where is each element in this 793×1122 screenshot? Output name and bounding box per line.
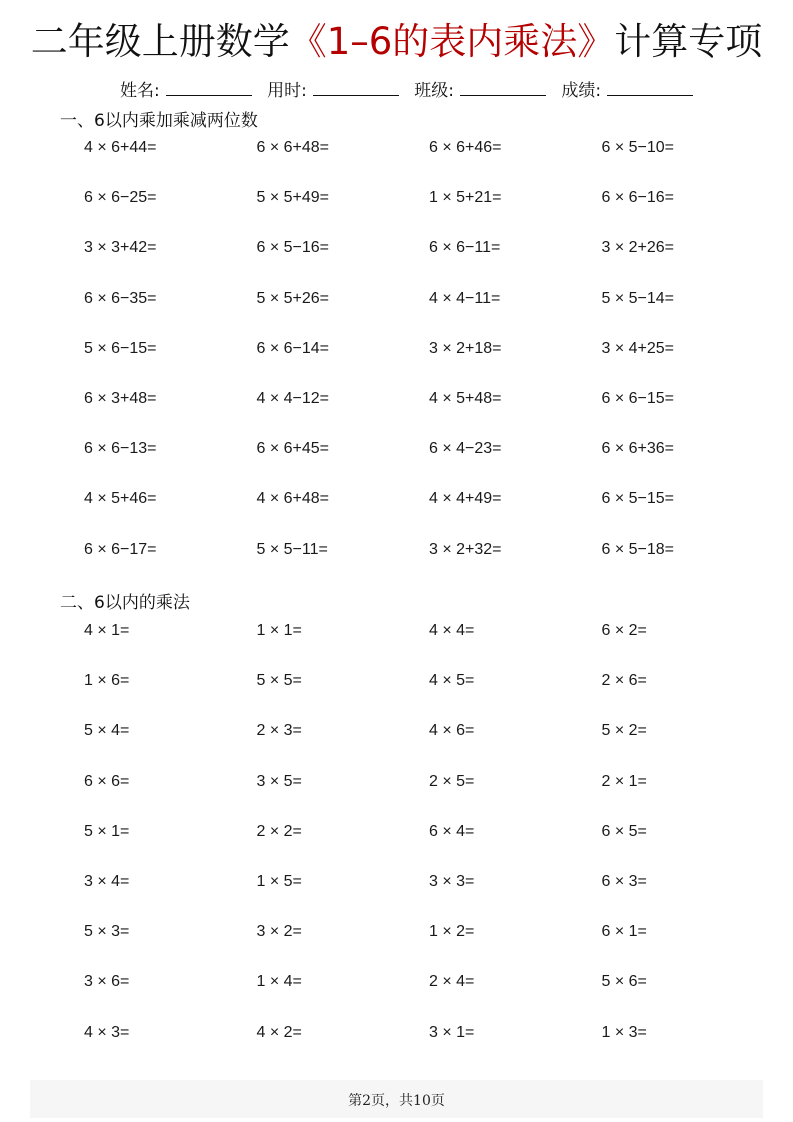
problem-item: 6 × 6−13= [84,440,157,458]
problem-item: 2 × 4= [429,973,475,991]
section-1-problems [84,137,724,589]
title-highlight: 《1–6的表内乘法》 [289,20,615,63]
score-blank[interactable] [607,80,693,96]
problem-item: 6 × 1= [601,923,647,941]
problem-item: 6 × 6−35= [84,289,157,307]
problem-item: 4 × 4+49= [429,490,502,508]
problem-item: 6 × 5−18= [601,540,675,558]
problem-item: 6 × 5−10= [601,139,675,156]
problem-item: 6 × 6+45= [256,440,330,458]
problem-item: 6 × 5= [601,822,647,840]
problem-item: 3 × 2+32= [429,540,502,558]
problem-item: 1 × 2= [429,923,475,941]
problem-item: 6 × 2= [601,622,647,639]
page-number: 第2页，共10页 [348,1093,445,1109]
problem-item: 6 × 6+48= [256,139,330,156]
problem-item: 5 × 5+49= [256,189,330,207]
problem-item: 6 × 6−16= [601,189,675,207]
score-label: 成绩: [561,81,602,101]
problem-item: 3 × 1= [429,1023,475,1041]
problem-item: 4 × 6+48= [256,490,330,508]
time-blank[interactable] [313,80,399,96]
problem-item: 4 × 5= [429,672,475,690]
section-2-problems [84,620,724,1072]
problem-item: 2 × 2= [256,822,302,840]
section-2-heading: 二、6以内的乘法 [60,593,190,613]
problem-item: 4 × 5+48= [429,389,502,407]
problem-item: 4 × 1= [84,622,130,639]
problem-item: 1 × 5= [256,872,302,890]
problem-item: 6 × 5−15= [601,490,675,508]
problem-item: 4 × 2= [256,1023,302,1041]
problem-item: 5 × 5−14= [601,289,675,307]
class-label: 班级: [414,81,455,101]
problem-item: 5 × 5−11= [256,540,328,558]
problem-item: 1 × 6= [84,672,130,690]
problem-item: 6 × 6+46= [429,139,502,156]
problem-item: 6 × 6= [84,772,130,790]
problem-item: 6 × 6−17= [84,540,157,558]
problem-item: 6 × 3+48= [84,389,157,407]
problem-item: 5 × 5= [256,672,302,690]
problem-item: 4 × 6= [429,722,475,740]
name-blank[interactable] [166,80,252,96]
problem-item: 5 × 6−15= [84,339,157,357]
problem-item: 5 × 1= [84,822,130,840]
class-blank[interactable] [460,80,546,96]
problem-item: 3 × 2+26= [601,239,675,257]
title-prefix: 二年级上册数学 [30,20,290,63]
problem-item: 1 × 4= [256,973,302,991]
problem-item: 3 × 3= [429,872,475,890]
problem-item: 6 × 6−14= [256,339,330,357]
problem-item: 6 × 4= [429,822,475,840]
problem-item: 6 × 6−25= [84,189,157,207]
problem-item: 6 × 6+36= [601,440,675,458]
problem-item: 4 × 4−12= [256,389,330,407]
problem-item: 6 × 4−23= [429,440,502,458]
problem-item: 3 × 2= [256,923,302,941]
problem-item: 4 × 4−11= [429,289,501,307]
problem-item: 5 × 6= [601,973,647,991]
problem-item: 4 × 6+44= [84,139,157,156]
problem-item: 3 × 4= [84,872,130,890]
problem-item: 2 × 1= [601,772,647,790]
problem-item: 4 × 4= [429,622,475,639]
title-suffix: 计算专项 [614,20,763,63]
name-label: 姓名: [120,81,160,101]
page-title [0,18,793,66]
problem-item: 6 × 5−16= [256,239,330,257]
problem-item: 2 × 6= [601,672,647,690]
problem-item: 6 × 6−15= [601,389,675,407]
problem-item: 5 × 2= [601,722,647,740]
problem-item: 1 × 1= [256,622,302,639]
problem-item: 6 × 6−11= [429,239,501,257]
problem-item: 4 × 5+46= [84,490,157,508]
time-label: 用时: [267,81,307,101]
problem-item: 5 × 3= [84,923,130,941]
problem-item: 3 × 5= [256,772,302,790]
problem-item: 3 × 4+25= [601,339,675,357]
problem-item: 6 × 3= [601,872,647,890]
problem-item: 3 × 2+18= [429,339,502,357]
problem-item: 2 × 3= [256,722,302,740]
problem-item: 3 × 6= [84,973,130,991]
section-1-heading: 一、6以内乘加乘减两位数 [60,111,258,131]
problem-item: 5 × 5+26= [256,289,330,307]
problem-item: 1 × 3= [601,1023,647,1041]
problem-item: 4 × 3= [84,1023,130,1041]
problem-item: 2 × 5= [429,772,475,790]
student-info-row [120,80,703,102]
problem-item: 3 × 3+42= [84,239,157,257]
problem-item: 1 × 5+21= [429,189,502,207]
problem-item: 5 × 4= [84,722,130,740]
